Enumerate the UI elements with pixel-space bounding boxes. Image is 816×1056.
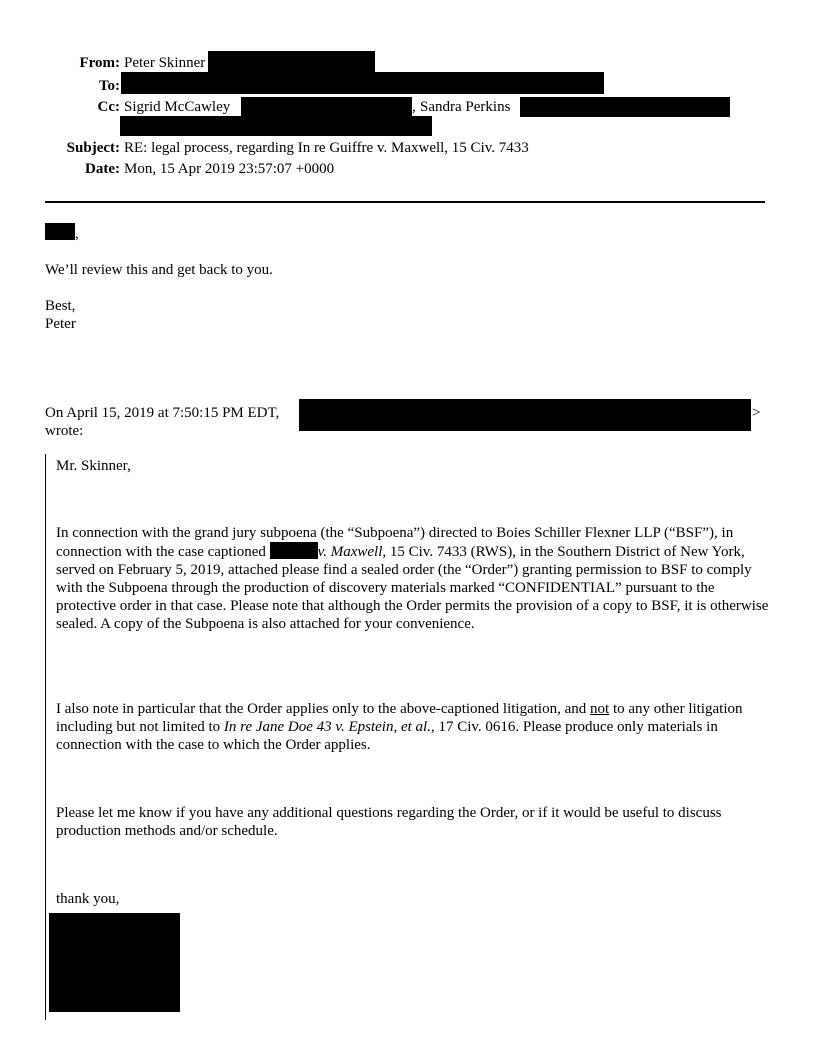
p2-text-a: I also note in particular that the Order applies only to the above-captioned litigation, and (56, 701, 587, 717)
reply-body: We’ll review this and get back to you. (45, 262, 273, 278)
quote-attribution-bracket: > (752, 405, 761, 421)
from-value: Peter Skinner (124, 55, 206, 71)
quoted-paragraph-1 (56, 524, 776, 633)
redaction-signature-block (49, 913, 180, 1012)
cc-name-2: Sandra Perkins (420, 99, 511, 115)
p1-italic: v. Maxwell (317, 544, 383, 560)
p2-italic: In re Jane Doe 43 v. Epstein, et al. (223, 719, 431, 735)
redaction-cc-email-1 (241, 97, 412, 117)
cc-separator: , (412, 99, 416, 115)
quote-bar (45, 454, 46, 1020)
p2-underline: not (590, 701, 610, 717)
p2-text-c: , 17 Civ. 0616. Please produce only materials in connection with the case to which the Order applies. (56, 719, 718, 753)
quoted-salutation: Mr. Skinner, (56, 458, 131, 474)
subject-label: Subject: (66, 140, 120, 156)
cc-name-1: Sigrid McCawley (124, 99, 231, 115)
quoted-paragraph-2 (56, 700, 776, 754)
p1-text-a: In connection with the grand jury subpoena (the “Subpoena”) directed to Boies Schiller Flexner LLP (“BSF”), in connection with the case captioned (56, 525, 734, 560)
subject-value: RE: legal process, regarding In re Guiffre v. Maxwell, 15 Civ. 7433 (124, 140, 529, 156)
header-divider (45, 201, 765, 203)
quoted-closing: thank you, (56, 891, 120, 907)
redaction-case-party (270, 542, 318, 559)
redaction-from-email (208, 51, 375, 73)
reply-signoff: Best, (45, 298, 76, 314)
greeting-comma: , (75, 226, 79, 242)
p1-text-b: , 15 Civ. 7433 (RWS), in the Southern District of New York, served on February 5, 2019, attached please find a sealed order (the “Order”) granting permission to BSF to comply with the Subpoena through the production of discovery materials marked “CONFIDENTIAL” pursuant to the protective order in that case. Please note that although the Order permits the provision of a copy to BSF, it is otherwise sealed. A copy of the Subpoena is also attached for your convenience. (56, 544, 769, 632)
quote-attribution: On April 15, 2019 at 7:50:15 PM EDT, (45, 405, 280, 421)
from-label: From: (79, 55, 120, 71)
redaction-to-recipients (121, 72, 604, 94)
quoted-paragraph-3: Please let me know if you have any additional questions regarding the Order, or if it would be useful to discuss production methods and/or schedule. (56, 805, 722, 839)
redaction-cc-email-2 (520, 97, 730, 117)
quote-attribution-wrote: wrote: (45, 423, 84, 439)
redaction-greeting-name (45, 223, 75, 240)
p2-text-b: to any other litigation including but not limited to (56, 701, 743, 735)
date-value: Mon, 15 Apr 2019 23:57:07 +0000 (124, 161, 335, 177)
redaction-cc-line-2 (120, 116, 432, 136)
reply-signature: Peter (45, 316, 76, 332)
date-label: Date: (85, 161, 120, 177)
to-label: To: (98, 78, 120, 94)
cc-label: Cc: (97, 99, 120, 115)
redaction-original-sender (299, 399, 751, 431)
